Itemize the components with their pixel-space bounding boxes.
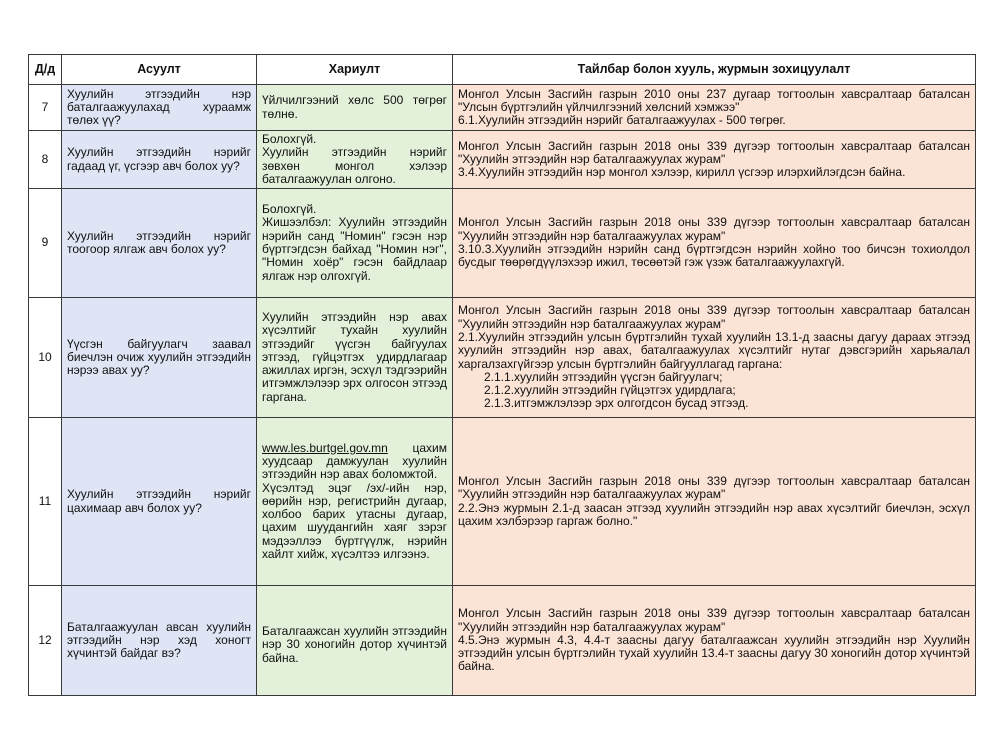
note-cell: [453, 418, 976, 586]
header-question: Асуулт: [62, 55, 257, 85]
website-link[interactable]: www.les.burtgel.gov.mn: [262, 440, 388, 455]
answer-text: Үйлчилгээний хөлс 500 төгрөг төлнө.: [262, 93, 447, 121]
table-row: [29, 586, 976, 696]
header-answer: Хариулт: [257, 55, 453, 85]
answer-cell: [257, 131, 453, 189]
faq-table: [28, 54, 976, 696]
answer-cell: [257, 85, 453, 131]
note-clause: 4.5.Энэ журмын 4.3, 4.4-т заасны дагуу баталгаажсан хуулийн этгээдийн нэр Хуулийн этгээдийн улсын бүртгэлийн тухай хуулийн 13.4-т заасны дагуу 30 хоногийн дотор хүчинтэй байна.: [458, 632, 970, 674]
table-row: [29, 298, 976, 418]
question-cell: Хуулийн этгээдийн нэрийг тоогоор ялгаж авч болох уу?: [62, 189, 257, 298]
note-clause: 2.1.Хуулийн этгээдийн улсын бүртгэлийн тухай хуулийн 13.1-д заасны дагуу дараах этгээд хуулийн этгээдийн нэр авах, баталгаажуулах хүсэлтийг нутаг дэвсгэрийн харьяалал харгалзахгүйгээр улсын бүртгэлийн байгууллагад гаргана:: [458, 329, 970, 371]
note-cell: [453, 131, 976, 189]
answer-cell: [257, 586, 453, 696]
row-number: 7: [29, 85, 62, 131]
answer-text-group: [262, 442, 447, 482]
note-clause: 2.2.Энэ журмын 2.1-д заасан этгээд хуулийн этгээдийн нэр авах хүсэлтийг биечлэн, эсхүл цахим хэлбэрээр гаргаж болно.": [458, 500, 970, 528]
header-num: Д/д: [29, 55, 62, 85]
answer-text: Хуулийн этгээдийн нэрийг зөвхөн монгол хэлээр баталгаажуулан олгоно.: [262, 145, 447, 186]
note-clause: 3.10.3.Хуулийн этгээдийн нэрийн санд бүртгэгдсэн нэрийн хойно тоо бичсэн тохиолдол бусдыг төөрөгдүүлэхээр ижил, төсөөтэй гэж үзэж баталгаажуулахгүй.: [458, 242, 970, 270]
question-cell: Хуулийн этгээдийн нэр баталгаажуулахад хураамж төлөх үү?: [62, 85, 257, 131]
row-number: 11: [29, 418, 62, 586]
note-clause: 6.1.Хуулийн этгээдийн нэрийг баталгаажуулах - 500 төгрөг.: [458, 113, 786, 128]
question-cell: Үүсгэн байгуулагч заавал биечлэн очиж хуулийн этгээдийн нэрээ авах уу?: [62, 298, 257, 418]
note-cell: [453, 189, 976, 298]
answer-text: Жишээлбэл: Хуулийн этгээдийн нэрийн санд "Номин" гэсэн нэр бүртгэгдсэн байхад "Номин нэг", "Номин хоёр" гэсэн байдлаар ялгаж нэр олгохгүй.: [262, 215, 447, 283]
table-row: [29, 85, 976, 131]
answer-cell: [257, 189, 453, 298]
note-source: Монгол Улсын Засгийн газрын 2018 оны 339 дүгээр тогтоолын хавсралтаар баталсан "Хуулийн этгээдийн нэр баталгаажуулах журам": [458, 303, 970, 331]
note-list-item: 2.1.3.итгэмжлэлээр эрх олгогдсон бусад этгээд.: [484, 396, 749, 411]
row-number: 10: [29, 298, 62, 418]
note-source: Монгол Улсын Засгийн газрын 2018 оны 339 дүгээр тогтоолын хавсралтаар баталсан "Хуулийн этгээдийн нэр баталгаажуулах журам": [458, 215, 970, 243]
table-row: [29, 131, 976, 189]
note-list-item: 2.1.1.хуулийн этгээдийн үүсгэн байгуулагч;: [484, 369, 723, 384]
note-source: Монгол Улсын Засгийн газрын 2018 оны 339 дүгээр тогтоолын хавсралтаар баталсан "Хуулийн этгээдийн нэр баталгаажуулах журам": [458, 606, 970, 634]
answer-text: цахим хуудсаар дамжуулан хуулийн этгээдийн нэр авах боломжтой.: [262, 440, 447, 482]
row-number: 8: [29, 131, 62, 189]
header-note: Тайлбар болон хууль, журмын зохицуулалт: [453, 55, 976, 85]
row-number: 9: [29, 189, 62, 298]
note-source: Монгол Улсын Засгийн газрын 2010 оны 237 дугаар тогтоолын хавсралтаар баталсан "Улсын бүртгэлийн үйлчилгээний хөлсний хэмжээ": [458, 86, 970, 114]
answer-cell: [257, 298, 453, 418]
row-number: 12: [29, 586, 62, 696]
answer-cell: [257, 418, 453, 586]
answer-text: Болохгүй.: [262, 131, 317, 146]
question-cell: Баталгаажуулан авсан хуулийн этгээдийн нэр хэд хоногт хүчинтэй байдаг вэ?: [62, 586, 257, 696]
table-row: [29, 189, 976, 298]
note-clause: 3.4.Хуулийн этгээдийн нэр монгол хэлээр, кирилл үсгээр илэрхийлэгдсэн байна.: [458, 165, 906, 180]
note-source: Монгол Улсын Засгийн газрын 2018 оны 339 дүгээр тогтоолын хавсралтаар баталсан "Хуулийн этгээдийн нэр баталгаажуулах журам": [458, 473, 970, 502]
answer-text: Болохгүй.: [262, 202, 317, 217]
answer-text: Хуулийн этгээдийн нэр авах хүсэлтийг тухайн хуулийн этгээдийг үүсгэн байгуулах этгээд, гүйцэтгэх удирдлагаар ажиллах иргэн, эсхүл тэдгээрийн итгэмжлэлээр эрх олгосон этгээд гаргана.: [262, 309, 447, 404]
question-cell: Хуулийн этгээдийн нэрийг гадаад үг, үсгээр авч болох уу?: [62, 131, 257, 189]
table-row: [29, 418, 976, 586]
note-cell: [453, 586, 976, 696]
note-source: Монгол Улсын Засгийн газрын 2018 оны 339 дүгээр тогтоолын хавсралтаар баталсан "Хуулийн этгээдийн нэр баталгаажуулах журам": [458, 138, 970, 166]
header-row: [29, 55, 976, 85]
question-cell: Хуулийн этгээдийн нэрийг цахимаар авч болох уу?: [62, 418, 257, 586]
answer-text: Хүсэлтэд эцэг /эх/-ийн нэр, өөрийн нэр, регистрийн дугаар, холбоо барих утасны дугаар, цахим шуудангийн хаяг зэрэг мэдээллээ бүртгүүлж, нэрийн хайлт хийж, хүсэлтээ илгээнэ.: [262, 480, 447, 562]
answer-text: Баталгаажсан хуулийн этгээдийн нэр 30 хоногийн дотор хүчинтэй байна.: [262, 624, 447, 665]
note-list-item: 2.1.2.хуулийн этгээдийн гүйцэтгэх удирдлага;: [484, 383, 736, 398]
note-cell: [453, 85, 976, 131]
note-cell: [453, 298, 976, 418]
